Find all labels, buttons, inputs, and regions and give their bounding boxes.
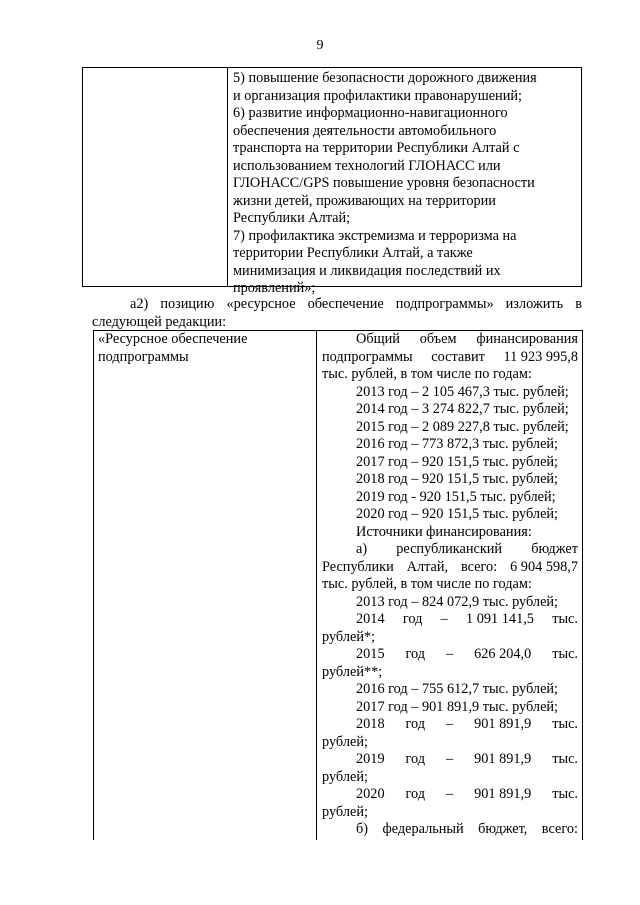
task-line: жизни детей, проживающих на территории xyxy=(233,192,496,209)
year-line-tail: рублей; xyxy=(322,768,368,785)
word: – xyxy=(446,786,454,802)
republic-budget-line: тыс. рублей, в том числе по годам: xyxy=(322,576,532,592)
year-line xyxy=(322,611,578,629)
word: 1 091 141,5 xyxy=(466,611,534,627)
label-line: подпрограммы xyxy=(98,348,189,365)
word: объем xyxy=(419,331,457,347)
year-line-tail: рублей**; xyxy=(322,663,383,680)
page-number: 9 xyxy=(316,38,324,53)
word: 2015 xyxy=(356,646,385,662)
republic-budget-line xyxy=(322,559,578,577)
word: год xyxy=(405,646,426,662)
year-line-tail: рублей*; xyxy=(322,628,376,645)
sources-heading: Источники финансирования: xyxy=(356,523,532,540)
word: подпрограммы xyxy=(322,348,413,365)
task-line: 6) развитие информационно-навигационного xyxy=(233,105,508,121)
paragraph-line xyxy=(92,296,582,314)
word: позицию xyxy=(160,296,215,312)
word: бюджет xyxy=(531,541,578,557)
total-line xyxy=(322,331,578,349)
continuation-table xyxy=(82,67,582,296)
year-line xyxy=(322,786,578,804)
year-line: 2015 год – 2 089 227,8 тыс. рублей; xyxy=(356,418,569,435)
word: обеспечение xyxy=(307,296,384,312)
word: в xyxy=(575,296,582,312)
word: год xyxy=(402,611,423,627)
word: год xyxy=(405,751,426,767)
word: 2014 xyxy=(356,611,385,627)
task-line: транспорта на территории Республики Алтай с xyxy=(233,140,520,156)
word: «ресурсное xyxy=(226,296,296,312)
federal-budget-line xyxy=(322,821,578,839)
task-line: 5) повышение безопасности дорожного движения xyxy=(233,70,537,86)
word: год xyxy=(405,716,426,732)
year-line-tail: рублей; xyxy=(322,733,368,750)
word: бюджет, xyxy=(478,821,528,837)
word: Алтай, xyxy=(406,558,449,575)
word: республиканский xyxy=(396,541,503,557)
task-line: Республики Алтай; xyxy=(233,210,351,226)
year-line-tail: рублей; xyxy=(322,803,368,820)
year-line: 2017 год – 920 151,5 тыс. рублей; xyxy=(356,453,559,470)
word: подпрограммы» xyxy=(395,296,494,312)
resource-label-cell xyxy=(98,331,308,366)
word: Республики xyxy=(322,558,394,575)
word: – xyxy=(440,611,448,627)
task-line: и организация профилактики правонарушений; xyxy=(233,87,522,104)
republic-budget-line xyxy=(322,541,578,559)
word: тыс. xyxy=(552,751,578,767)
word: – xyxy=(446,646,454,662)
task-line: использованием технологий ГЛОНАСС или xyxy=(233,157,501,174)
task-line: ГЛОНАСС/GPS повышение уровня безопасности xyxy=(233,175,535,191)
word: 901 891,9 xyxy=(474,716,532,732)
year-line: 2013 год – 2 105 467,3 тыс. рублей; xyxy=(356,383,569,400)
paragraph-line: следующей редакции: xyxy=(92,313,227,330)
total-line xyxy=(322,349,578,367)
year-line: 2016 год – 773 872,3 тыс. рублей; xyxy=(356,436,559,452)
tasks-cell xyxy=(233,70,578,298)
task-line: проявлений»; xyxy=(233,280,316,296)
word: 2020 xyxy=(356,786,385,802)
year-line: 2016 год – 755 612,7 тыс. рублей; xyxy=(356,681,559,697)
task-line: территории Республики Алтай, а также xyxy=(233,245,473,261)
word: составит xyxy=(431,348,485,365)
word: – xyxy=(446,716,454,732)
resource-table xyxy=(93,330,583,840)
word: изложить xyxy=(505,296,564,312)
word: федеральный xyxy=(382,821,464,837)
year-line: 2017 год – 901 891,9 тыс. рублей; xyxy=(356,698,559,715)
word: а2) xyxy=(130,296,149,312)
word: 626 204,0 xyxy=(474,646,532,662)
year-line: 2020 год – 920 151,5 тыс. рублей; xyxy=(356,506,559,522)
year-line xyxy=(322,751,578,769)
word: год xyxy=(405,786,426,802)
resource-value-cell xyxy=(322,331,578,839)
task-line: обеспечения деятельности автомобильного xyxy=(233,122,497,139)
total-line: тыс. рублей, в том числе по годам: xyxy=(322,366,532,382)
year-line: 2013 год – 824 072,9 тыс. рублей; xyxy=(356,593,559,610)
label-line: «Ресурсное обеспечение xyxy=(98,331,248,347)
word: 901 891,9 xyxy=(474,786,532,802)
word: тыс. xyxy=(552,646,578,662)
year-line xyxy=(322,646,578,664)
word: 2018 xyxy=(356,716,385,732)
word: 901 891,9 xyxy=(474,751,532,767)
table-column-divider xyxy=(316,331,317,840)
year-line: 2019 год - 920 151,5 тыс. рублей; xyxy=(356,488,556,505)
year-line xyxy=(322,716,578,734)
table-column-divider xyxy=(227,68,228,286)
year-line: 2014 год – 3 274 822,7 тыс. рублей; xyxy=(356,401,569,417)
word: 2019 xyxy=(356,751,385,767)
word: б) xyxy=(356,821,369,837)
word: тыс. xyxy=(552,611,578,627)
word: а) xyxy=(356,541,368,557)
year-line: 2018 год – 920 151,5 тыс. рублей; xyxy=(356,471,559,487)
task-line: 7) профилактика экстремизма и терроризма на xyxy=(233,227,517,244)
word: – xyxy=(446,751,454,767)
task-line: минимизация и ликвидация последствий их xyxy=(233,262,501,279)
word: Общий xyxy=(356,331,400,347)
amendment-paragraph xyxy=(92,296,582,331)
word: тыс. xyxy=(552,716,578,732)
word: всего: xyxy=(461,558,498,575)
word: финансирования xyxy=(476,331,578,347)
word: всего: xyxy=(541,821,578,837)
word: 6 904 598,7 xyxy=(510,558,578,575)
word: тыс. xyxy=(552,786,578,802)
word: 11 923 995,8 xyxy=(503,348,578,365)
